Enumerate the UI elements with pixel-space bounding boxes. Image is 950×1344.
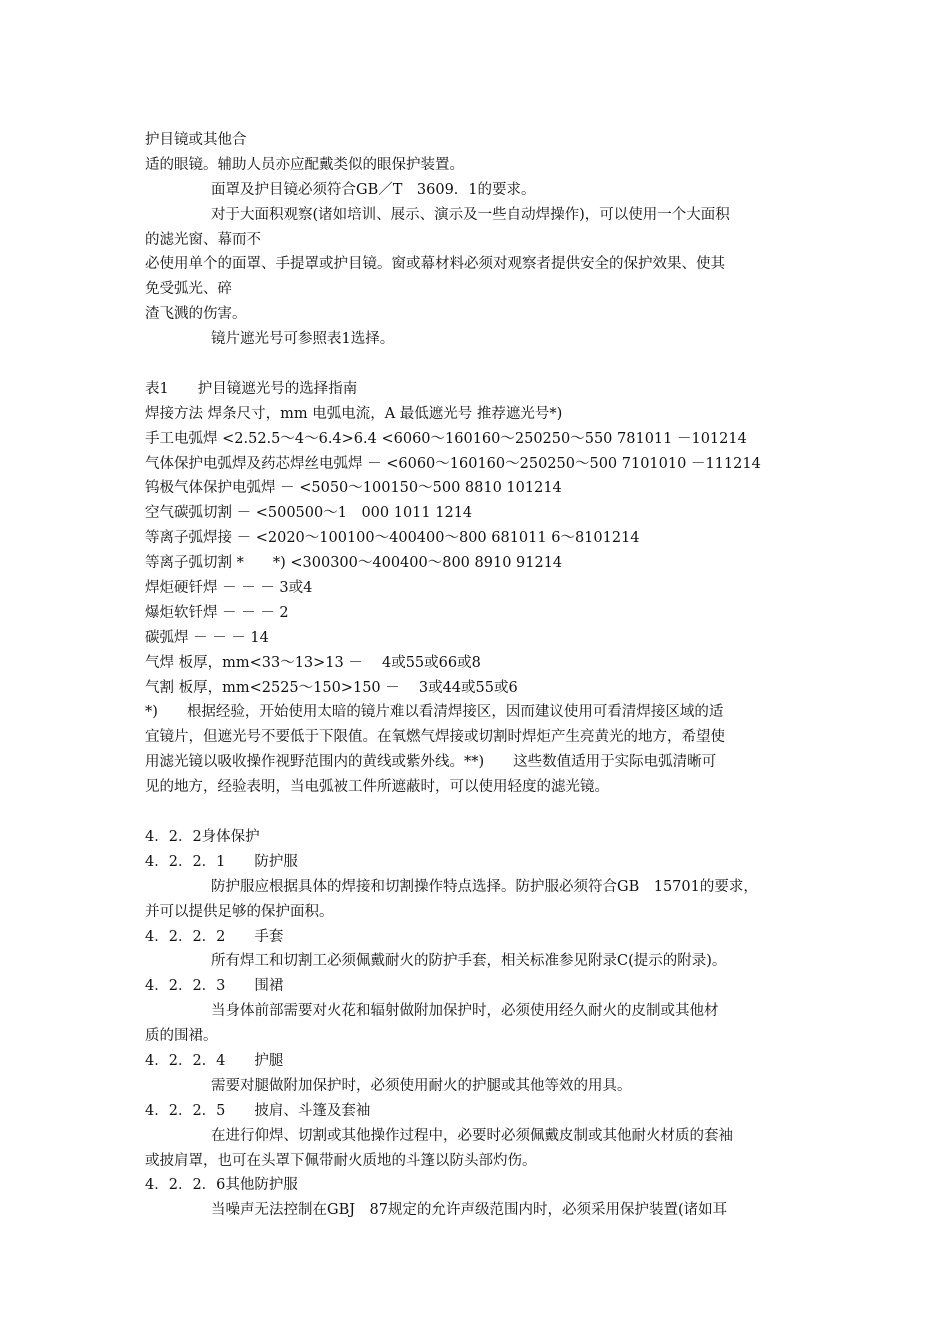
- text-line: 4．2．2．5 披肩、斗篷及套袖: [145, 1102, 371, 1119]
- text-line: 当身体前部需要对火花和辐射做附加保护时，必须使用经久耐火的皮制或其他材: [211, 1003, 719, 1020]
- text-line: 必使用单个的面罩、手提罩或护目镜。窗或幕材料必须对观察者提供安全的保护效果、使其: [145, 256, 725, 273]
- text-line: 气割 板厚，mm<2525～150>150 － 3或44或55或6: [145, 679, 518, 696]
- text-line: 4．2．2．6其他防护服: [145, 1177, 298, 1194]
- text-line: 护目镜或其他合: [145, 132, 247, 148]
- text-line: 所有焊工和切割工必须佩戴耐火的防护手套，相关标准参见附录C(提示的附录)。: [211, 953, 727, 970]
- text-line: 的滤光窗、幕而不: [145, 231, 261, 248]
- text-line: 4．2．2身体保护: [145, 828, 260, 845]
- text-line: *) 根据经验，开始使用太暗的镜片难以看清焊接区，因而建议使用可看清焊接区域的适: [145, 704, 724, 721]
- text-line: 等离子弧焊接 － <2020～100100～400400～800 681011 6～8101214: [145, 530, 640, 547]
- text-line: 气焊 板厚，mm<33～13>13 － 4或55或66或8: [145, 654, 481, 671]
- text-line: 碳弧焊 － － － 14: [145, 629, 269, 646]
- text-line: 钨极气体保护电弧焊 － <5050～100150～500 8810 101214: [145, 480, 562, 497]
- text-line: 面罩及护目镜必须符合GB／T 3609．1的要求。: [211, 181, 536, 198]
- text-line: 当噪声无法控制在GBJ 87规定的允许声级范围内时，必须采用保护装置(诸如耳: [211, 1202, 728, 1219]
- text-line: 防护服应根据具体的焊接和切割操作特点选择。防护服必须符合GB 15701的要求，: [211, 878, 758, 895]
- text-line: 等离子弧切割 * *) <300300～400400～800 8910 91214: [145, 555, 563, 572]
- text-line: 见的地方，经验表明，当电弧被工件所遮蔽时，可以使用轻度的滤光镜。: [145, 779, 609, 796]
- text-line: 手工电弧焊 <2.52.5～4～6.4>6.4 <6060～160160～250250～550 781011 －101214: [145, 430, 747, 447]
- text-line: 焊炬硬钎焊 － － － 3或4: [145, 580, 313, 597]
- text-line: 气体保护电弧焊及药芯焊丝电弧焊 － <6060～160160～250250～500 7101010 －111214: [145, 455, 761, 472]
- blank-line: [145, 352, 817, 377]
- text-line: 用滤光镜以吸收操作视野范围内的黄线或紫外线。**) 这些数值适用于实际电弧清晰可: [145, 754, 717, 771]
- text-line: 4．2．2．2 手套: [145, 928, 284, 945]
- text-line: 宜镜片，但遮光号不要低于下限值。在氧燃气焊接或切割时焊炬产生亮黄光的地方，希望使: [145, 729, 725, 746]
- text-line: 适的眼镜。辅助人员亦应配戴类似的眼保护装置。: [145, 156, 464, 173]
- text-line: 镜片遮光号可参照表1选择。: [211, 331, 395, 348]
- text-line: 渣飞溅的伤害。: [145, 306, 247, 323]
- text-line: 爆炬软钎焊 － － － 2: [145, 604, 289, 621]
- text-line: 表1 护目镜遮光号的选择指南: [145, 380, 358, 397]
- text-line: 焊接方法 焊条尺寸，mm 电弧电流，A 最低遮光号 推荐遮光号*): [145, 405, 563, 422]
- text-line: 免受弧光、碎: [145, 281, 232, 298]
- text-line: 并可以提供足够的保护面积。: [145, 903, 334, 920]
- text-line: 在进行仰焊、切割或其他操作过程中，必要时必须佩戴皮制或其他耐火材质的套袖: [211, 1127, 733, 1144]
- text-line: 4．2．2．3 围裙: [145, 978, 284, 995]
- text-line: 对于大面积观察(诸如培训、展示、演示及一些自动焊操作)，可以使用一个大面积: [211, 206, 730, 223]
- text-line: 或披肩罩，也可在头罩下佩带耐火质地的斗篷以防头部灼伤。: [145, 1152, 537, 1169]
- blank-line: [145, 800, 817, 825]
- text-line: 质的围裙。: [145, 1028, 218, 1045]
- text-line: 4．2．2．4 护腿: [145, 1052, 284, 1069]
- document-page: [145, 128, 817, 1223]
- text-line: 需要对腿做附加保护时，必须使用耐火的护腿或其他等效的用具。: [211, 1077, 632, 1094]
- text-line: 4．2．2．1 防护服: [145, 853, 298, 870]
- text-line: 空气碳弧切割 － <500500～1 000 1011 1214: [145, 505, 473, 522]
